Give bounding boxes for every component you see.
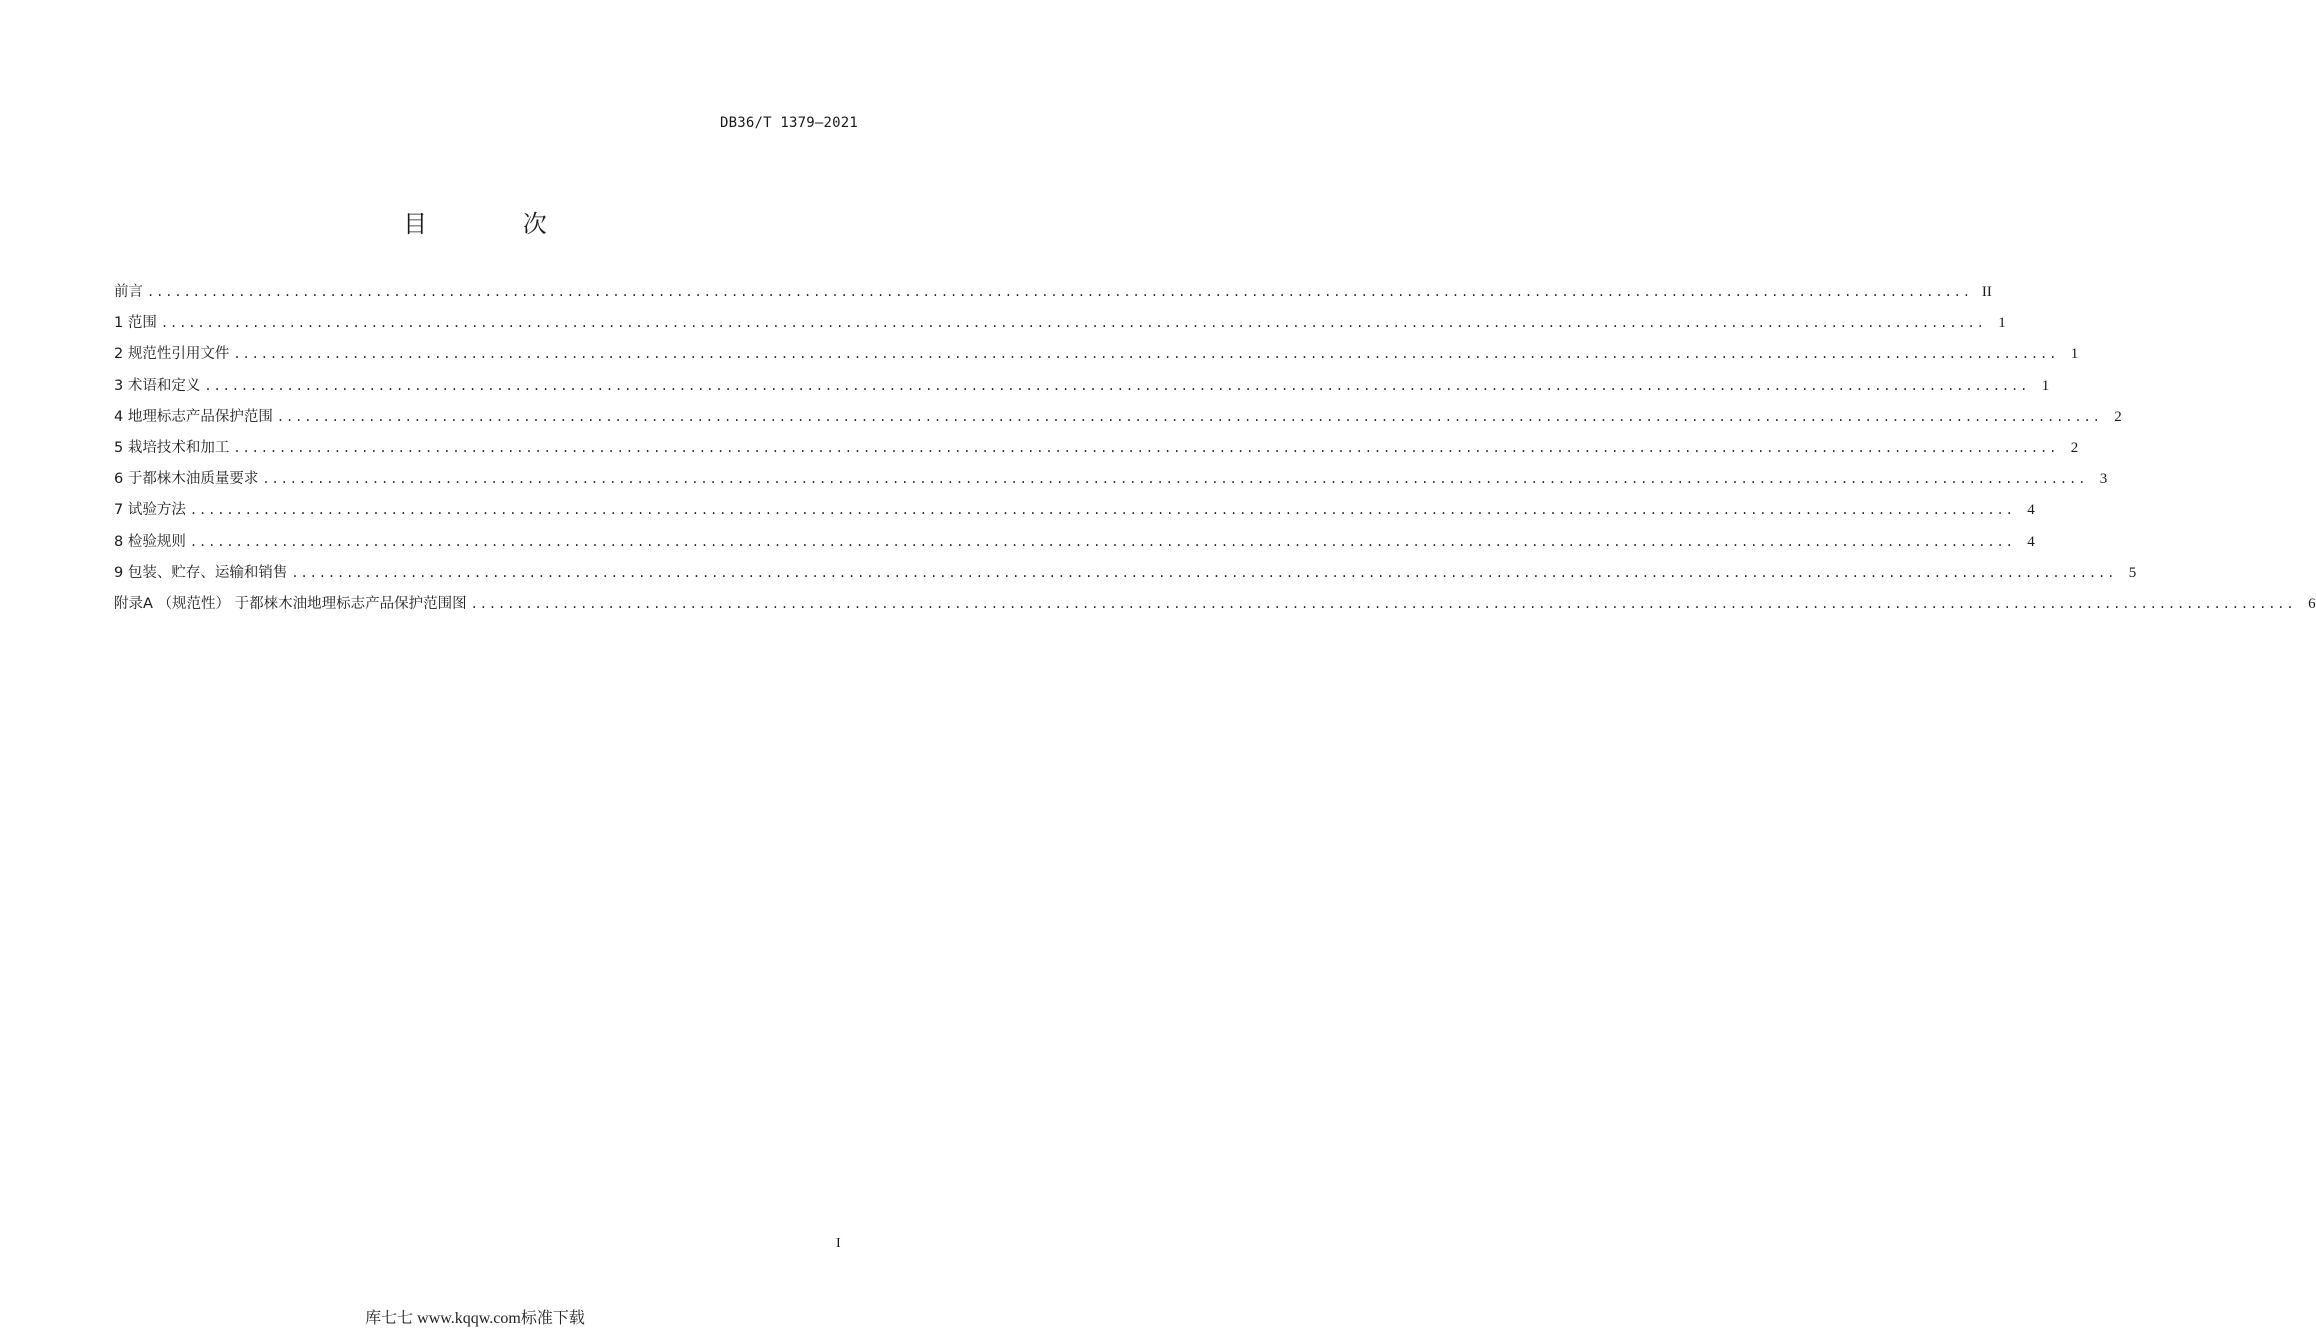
page-number: I	[836, 1236, 841, 1251]
toc-entry-label: 7 试验方法	[114, 502, 186, 519]
toc-entry-quality-requirements[interactable]	[114, 467, 2108, 498]
toc-entry-label: 6 于都梾木油质量要求	[114, 471, 259, 488]
toc-entry-page: 1	[2041, 377, 2050, 394]
toc-entry-test-methods[interactable]	[114, 498, 2035, 529]
toc-leader-dots: ........................................................................................................................................................................................................	[160, 316, 1986, 331]
toc-entry-foreword[interactable]	[114, 280, 1992, 311]
toc-leader-dots: ........................................................................................................................................................................................................	[291, 565, 2117, 580]
toc-leader-dots: ........................................................................................................................................................................................................	[276, 409, 2102, 424]
toc-leader-dots: ........................................................................................................................................................................................................	[147, 285, 1972, 299]
toc-leader-dots: ........................................................................................................................................................................................................	[233, 440, 2059, 455]
toc-entry-packaging-storage[interactable]	[114, 561, 2137, 592]
toc-entry-appendix-a[interactable]	[114, 592, 2316, 623]
toc-entry-protection-area[interactable]	[114, 405, 2122, 436]
toc-leader-dots: ........................................................................................................................................................................................................	[204, 378, 2030, 393]
toc-entry-page: 2	[2114, 408, 2122, 425]
toc-leader-dots: ........................................................................................................................................................................................................	[470, 596, 2296, 611]
toc-leader-dots: ........................................................................................................................................................................................................	[262, 472, 2088, 487]
toc-entry-label: 2 规范性引用文件	[114, 346, 230, 363]
toc-entry-scope[interactable]	[114, 311, 2006, 342]
standard-code: DB36/T 1379—2021	[719, 115, 858, 131]
table-of-contents	[114, 280, 2316, 623]
toc-entry-cultivation-processing[interactable]	[114, 436, 2079, 467]
toc-entry-page: 4	[2027, 533, 2035, 550]
toc-entry-page: 1	[1998, 315, 2006, 332]
page-title: 目 次	[403, 210, 591, 238]
toc-entry-label: 8 检验规则	[114, 533, 186, 550]
toc-entry-label: 9 包装、贮存、运输和销售	[114, 564, 288, 581]
toc-entry-normative-references[interactable]	[114, 342, 2079, 373]
toc-leader-dots: ........................................................................................................................................................................................................	[233, 347, 2059, 362]
toc-entry-page: 3	[2099, 471, 2108, 488]
toc-entry-page: II	[1981, 284, 1992, 300]
toc-entry-page: 6	[2308, 595, 2316, 612]
toc-entry-label: 前言	[114, 284, 143, 300]
toc-entry-label: 附录A （规范性） 于都梾木油地理标志产品保护范围图	[114, 595, 467, 612]
toc-entry-page: 1	[2070, 346, 2079, 363]
toc-entry-label: 1 范围	[114, 315, 157, 332]
toc-entry-page: 2	[2070, 439, 2079, 456]
toc-entry-label: 4 地理标志产品保护范围	[114, 408, 273, 425]
toc-entry-page: 5	[2128, 564, 2137, 581]
toc-leader-dots: ........................................................................................................................................................................................................	[189, 503, 2015, 518]
footer-watermark: 库七七 www.kqqw.com标准下载	[365, 1310, 585, 1327]
toc-entry-inspection-rules[interactable]	[114, 530, 2035, 561]
toc-leader-dots: ........................................................................................................................................................................................................	[189, 534, 2015, 549]
toc-entry-label: 3 术语和定义	[114, 377, 201, 394]
toc-entry-page: 4	[2027, 502, 2035, 519]
toc-entry-label: 5 栽培技术和加工	[114, 439, 230, 456]
toc-entry-terms-definitions[interactable]	[114, 374, 2050, 405]
